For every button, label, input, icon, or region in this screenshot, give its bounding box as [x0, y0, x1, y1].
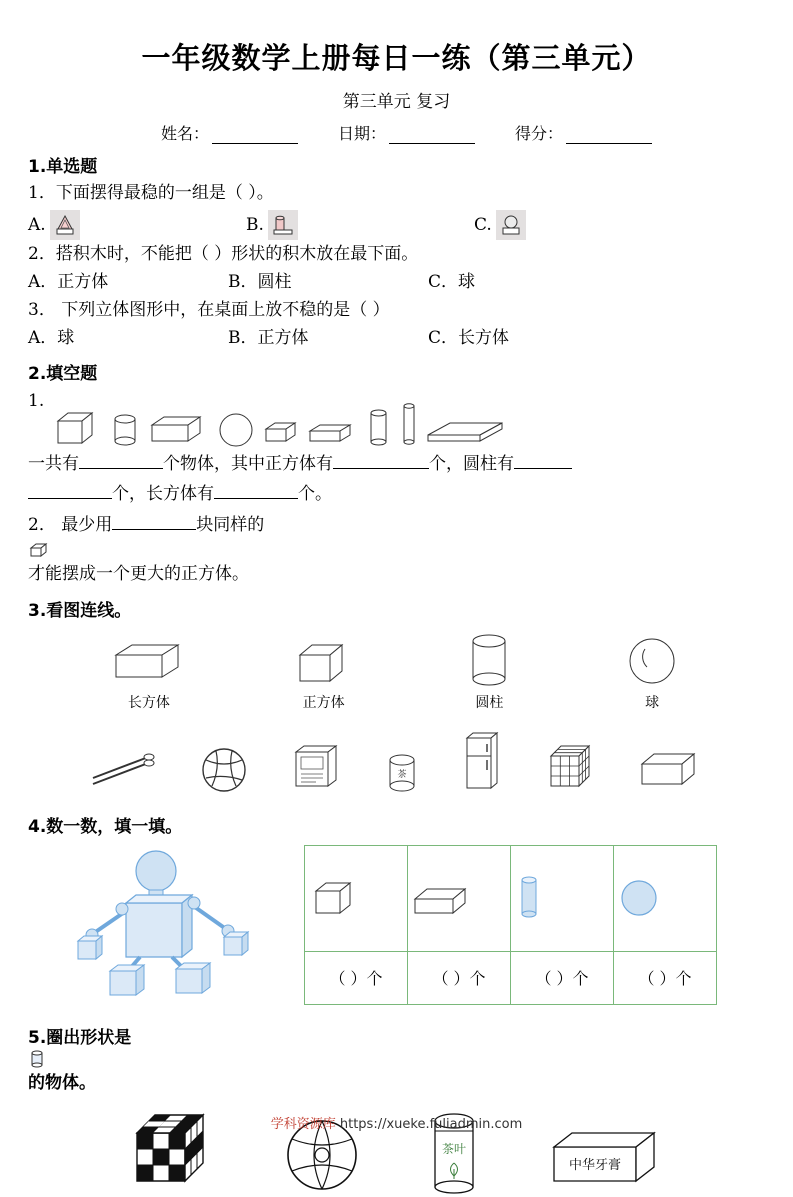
option-c[interactable]	[474, 210, 526, 240]
match-label-cube: 正方体	[302, 695, 345, 712]
table-row-answers	[305, 951, 717, 1004]
answer-cylinder[interactable]: （ ）个	[511, 951, 614, 1004]
cube-shape	[294, 639, 354, 689]
section-heading-2: 2.填空题	[28, 364, 98, 385]
q21-blank-5[interactable]	[214, 498, 298, 499]
cell-cube	[305, 846, 408, 952]
refrigerator-icon[interactable]	[461, 728, 505, 794]
section-heading-5	[28, 1023, 763, 1093]
eraser-box-icon[interactable]	[636, 742, 704, 794]
meta-name	[161, 121, 298, 144]
q21-blank-4[interactable]	[28, 498, 112, 499]
q22-text-a: 2． 最少用	[28, 515, 113, 536]
q21-text-d: 个，长方体有	[112, 484, 214, 505]
section-5-text-b: 的物体。	[28, 1073, 96, 1094]
option-a[interactable]	[28, 210, 246, 240]
cylinder-shape	[108, 407, 144, 449]
svg-text:茶: 茶	[397, 770, 407, 781]
cell-cylinder	[511, 846, 614, 952]
meta-date-label: 日期：	[337, 126, 386, 143]
flat-plate-shape	[424, 407, 510, 449]
question-1-2-text: 2．搭积木时，不能把（ ）形状的积木放在最下面。	[28, 244, 419, 265]
q22-text-b: 块同样的	[196, 515, 265, 536]
page-title: 一年级数学上册每日一练（第三单元）	[141, 41, 652, 75]
section-heading-4: 4.数一数，填一填。	[28, 817, 183, 838]
meta-score-blank[interactable]	[566, 128, 652, 144]
worksheet-content	[0, 152, 793, 1197]
volleyball-icon[interactable]	[198, 742, 250, 794]
sphere-icon	[615, 874, 663, 922]
question-2-1-line2	[28, 479, 763, 510]
match-item-sphere[interactable]	[625, 633, 679, 712]
triangle-on-block-icon	[50, 210, 80, 240]
match-top-row	[28, 631, 763, 712]
question-1-3-options	[28, 324, 763, 352]
answer-cuboid[interactable]: （ ）个	[408, 951, 511, 1004]
q13-option-b[interactable]: B．正方体	[228, 328, 309, 349]
q21-text-b: 个物体，其中正方体有	[163, 453, 333, 474]
question-2-1-number: 1.	[28, 391, 45, 412]
match-item-cube[interactable]	[294, 639, 354, 712]
option-b-label: B.	[246, 215, 264, 236]
q13-option-a[interactable]: A．球	[28, 328, 75, 349]
student-meta-row	[0, 121, 793, 144]
q13-option-c[interactable]: C．长方体	[428, 328, 510, 349]
meta-name-label: 姓名：	[160, 126, 209, 143]
q12-option-b[interactable]: B．圆柱	[228, 272, 292, 293]
q21-blank-2[interactable]	[333, 468, 429, 469]
match-item-cuboid[interactable]	[112, 639, 186, 712]
question-1-2-options	[28, 268, 763, 296]
cylinder-thin-shape	[398, 401, 420, 449]
footer-url: https://xueke.fuliadmin.com	[339, 1117, 523, 1132]
cylinder-shape	[461, 631, 517, 689]
match-label-sphere: 球	[645, 695, 660, 712]
tea-can-icon[interactable]	[381, 738, 423, 794]
rubiks-cube-icon[interactable]	[543, 738, 599, 794]
sphere-shape	[214, 407, 258, 449]
question-1-1-text: 1．下面摆得最稳的一组是（ ）。	[28, 183, 274, 203]
cuboid-shape	[112, 639, 186, 689]
answer-cube[interactable]: （ ）个	[305, 951, 408, 1004]
cylinder-tall-shape	[364, 405, 394, 449]
meta-name-blank[interactable]	[212, 128, 298, 144]
small-cuboid-shape	[262, 407, 302, 449]
question-2-1-line1	[28, 449, 763, 480]
cylinder-glyph-icon	[28, 1048, 46, 1068]
small-cube-glyph	[28, 541, 50, 559]
flat-cuboid-shape	[306, 407, 360, 449]
footer-tag: 学科资源库	[270, 1117, 336, 1132]
option-c-label: C.	[474, 215, 492, 236]
sphere-shape	[625, 633, 679, 689]
solids-row	[52, 391, 763, 449]
option-b[interactable]	[246, 210, 474, 240]
question-1-3-text: 3． 下列立体图形中，在桌面上放不稳的是（ ）	[28, 300, 390, 321]
q12-option-c[interactable]: C．球	[428, 272, 476, 293]
q21-text-e: 个。	[298, 484, 332, 505]
meta-date	[338, 121, 475, 144]
meta-score	[515, 121, 652, 144]
chopsticks-icon[interactable]	[87, 742, 161, 794]
section-heading-3: 3.看图连线。	[28, 601, 132, 622]
svg-text:茶叶: 茶叶	[442, 1142, 467, 1157]
worksheet-page	[0, 36, 793, 1174]
match-item-cylinder[interactable]	[461, 631, 517, 712]
cube-shape	[52, 407, 104, 449]
robot-blocks-icon	[48, 845, 278, 1005]
question-2-2	[28, 510, 763, 589]
section-5-text-a: 5.圈出形状是	[28, 1028, 132, 1049]
match-label-cylinder: 圆柱	[475, 695, 504, 712]
q22-text-c: 才能摆成一个更大的正方体。	[28, 563, 249, 584]
cuboid-icon	[409, 875, 477, 921]
page-subtitle: 第三单元 复习	[342, 92, 451, 112]
count-table	[304, 845, 717, 1005]
meta-score-label: 得分：	[515, 126, 564, 143]
cylinder-icon	[512, 870, 546, 926]
cylinder-tipped-icon	[268, 210, 298, 240]
answer-sphere[interactable]: （ ）个	[614, 951, 717, 1004]
question-4-body	[28, 845, 763, 1005]
footer	[0, 1113, 793, 1132]
dictionary-book-icon[interactable]	[288, 738, 344, 794]
cell-cuboid	[408, 846, 511, 952]
q21-blank-1[interactable]	[79, 468, 163, 469]
robot-figure	[28, 845, 298, 1005]
ball-on-block-icon	[496, 210, 526, 240]
cell-sphere	[614, 846, 717, 952]
meta-date-blank[interactable]	[389, 128, 475, 144]
question-1-1-options	[28, 210, 763, 240]
q21-text-c: 个，圆柱有	[429, 453, 514, 474]
match-bottom-row	[28, 728, 763, 794]
option-a-label: A.	[28, 215, 46, 236]
q21-blank-3[interactable]	[514, 468, 572, 469]
toothpaste-box-icon[interactable]	[544, 1121, 664, 1197]
q21-text-a: 一共有	[28, 453, 79, 474]
cube-icon	[306, 875, 360, 921]
svg-text:中华牙膏: 中华牙膏	[569, 1158, 622, 1174]
q12-option-a[interactable]: A．正方体	[28, 272, 109, 293]
cuboid-shape	[148, 407, 210, 449]
q22-blank-1[interactable]	[112, 529, 196, 530]
table-row-images	[305, 846, 717, 952]
match-label-cuboid: 长方体	[127, 695, 170, 712]
section-heading-1: 1.单选题	[28, 157, 98, 177]
